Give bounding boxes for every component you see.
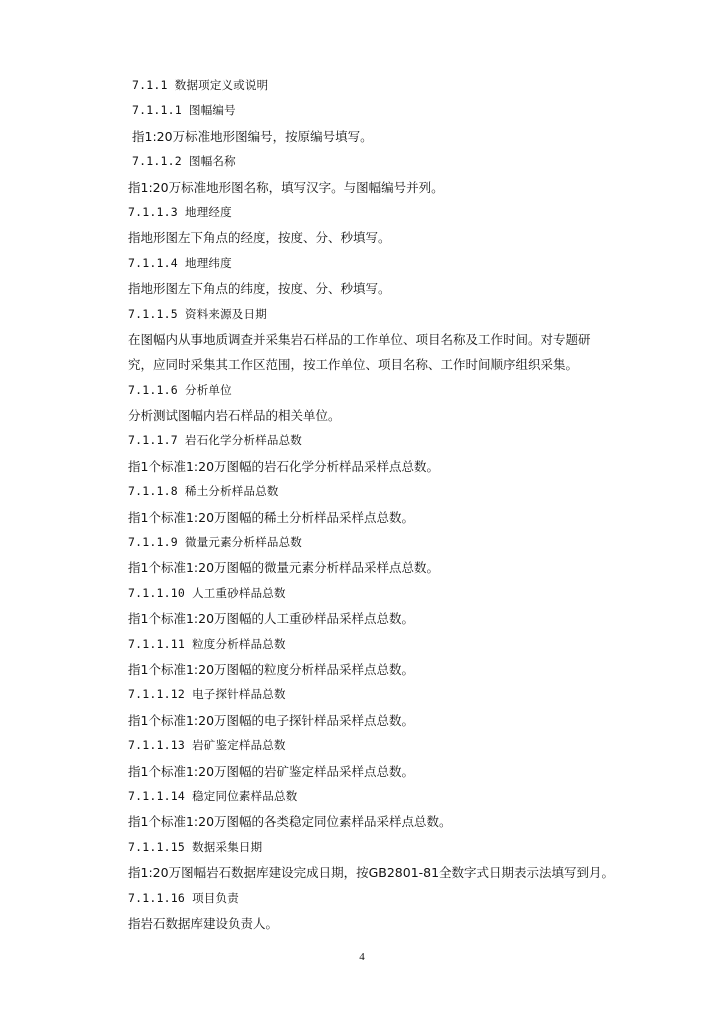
item-heading-data-source: 7.1.1.5 资料来源及日期	[128, 306, 267, 321]
item-text-data-source-line-1: 在图幅内从事地质调查并采集岩石样品的工作单位、项目名称及工作时间。对专题研	[128, 331, 591, 347]
item-text-collection-date: 指1:20万图幅岩石数据库建设完成日期，按GB2801-81全数字式日期表示法填写到月。	[128, 865, 615, 881]
item-text-grain-size-count: 指1个标准1:20万图幅的粒度分析样品采样点总数。	[128, 661, 415, 677]
item-heading-stable-isotope-count: 7.1.1.14 稳定同位素样品总数	[128, 788, 298, 803]
item-heading-rare-earth-count: 7.1.1.8 稀土分析样品总数	[128, 484, 279, 499]
item-heading-rock-mineral-id-count: 7.1.1.13 岩矿鉴定样品总数	[128, 738, 286, 753]
page-number: 4	[359, 951, 365, 963]
item-text-map-sheet-number: 指1:20万标准地形图编号，按原编号填写。	[132, 128, 373, 144]
item-text-heavy-mineral-count: 指1个标准1:20万图幅的人工重砂样品采样点总数。	[128, 611, 415, 627]
item-heading-grain-size-count: 7.1.1.11 粒度分析样品总数	[128, 636, 286, 651]
item-text-analysis-unit: 分析测试图幅内岩石样品的相关单位。	[128, 408, 341, 424]
item-heading-map-sheet-name: 7.1.1.2 图幅名称	[132, 154, 236, 169]
item-text-stable-isotope-count: 指1个标准1:20万图幅的各类稳定同位素样品采样点总数。	[128, 814, 452, 830]
item-heading-longitude: 7.1.1.3 地理经度	[128, 204, 232, 219]
section-heading-7-1-1: 7.1.1 数据项定义或说明	[132, 78, 269, 92]
item-heading-electron-probe-count: 7.1.1.12 电子探针样品总数	[128, 687, 286, 702]
item-text-rare-earth-count: 指1个标准1:20万图幅的稀土分析样品采样点总数。	[128, 509, 415, 525]
item-text-map-sheet-name: 指1:20万标准地形图名称，填写汉字。与图幅编号并列。	[128, 179, 444, 195]
item-heading-project-lead: 7.1.1.16 项目负责	[128, 890, 239, 905]
item-heading-heavy-mineral-count: 7.1.1.10 人工重砂样品总数	[128, 585, 286, 600]
item-text-project-lead: 指岩石数据库建设负责人。	[128, 915, 279, 931]
item-text-rock-mineral-id-count: 指1个标准1:20万图幅的岩矿鉴定样品采样点总数。	[128, 763, 415, 779]
item-heading-trace-element-count: 7.1.1.9 微量元素分析样品总数	[128, 535, 302, 550]
item-text-data-source-line-2: 究，应同时采集其工作区范围，按工作单位、项目名称、工作时间顺序组织采集。	[128, 357, 579, 373]
item-heading-map-sheet-number: 7.1.1.1 图幅编号	[132, 103, 236, 118]
item-heading-analysis-unit: 7.1.1.6 分析单位	[128, 382, 232, 397]
item-text-latitude: 指地形图左下角点的纬度，按度、分、秒填写。	[128, 281, 391, 297]
document-body	[128, 73, 628, 936]
item-text-trace-element-count: 指1个标准1:20万图幅的微量元素分析样品采样点总数。	[128, 560, 440, 576]
item-text-rock-chemistry-count: 指1个标准1:20万图幅的岩石化学分析样品采样点总数。	[128, 458, 440, 474]
item-text-electron-probe-count: 指1个标准1:20万图幅的电子探针样品采样点总数。	[128, 712, 415, 728]
item-heading-rock-chemistry-count: 7.1.1.7 岩石化学分析样品总数	[128, 433, 302, 448]
item-heading-collection-date: 7.1.1.15 数据采集日期	[128, 839, 263, 854]
item-text-longitude: 指地形图左下角点的经度，按度、分、秒填写。	[128, 230, 391, 246]
item-heading-latitude: 7.1.1.4 地理纬度	[128, 255, 232, 270]
